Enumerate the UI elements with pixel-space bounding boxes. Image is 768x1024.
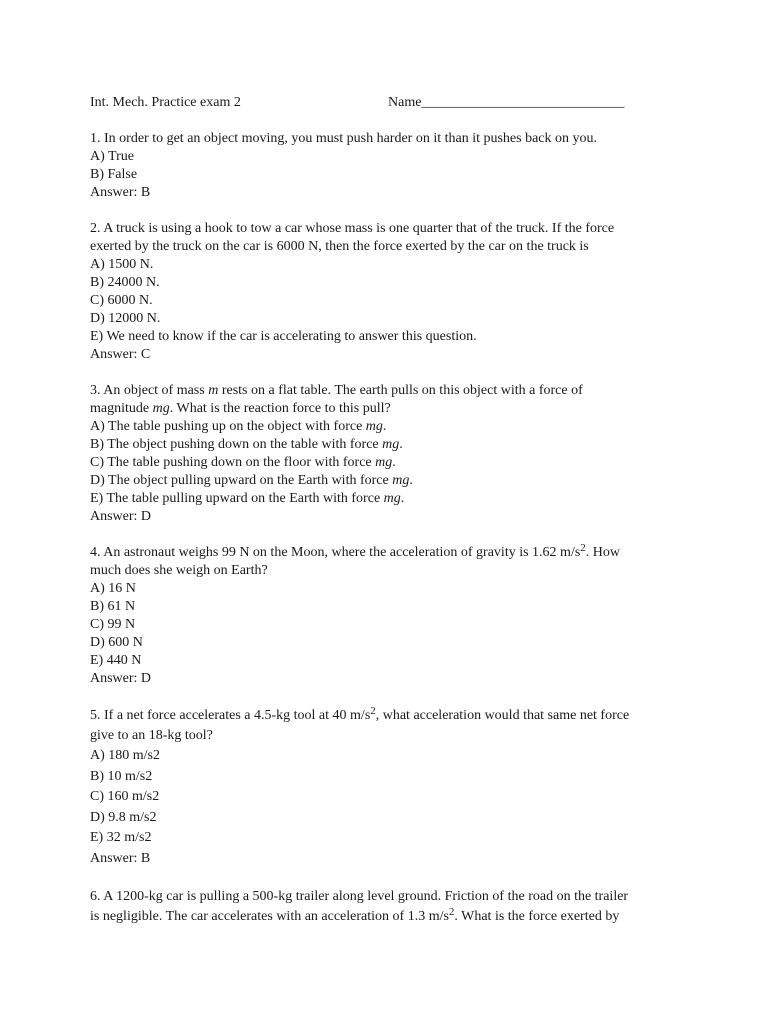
option-text: C) The table pushing down on the floor with force xyxy=(90,455,376,470)
period: . xyxy=(409,473,413,488)
exam-title: Int. Mech. Practice exam 2 xyxy=(90,95,241,110)
option-text: A) The table pushing up on the object with force xyxy=(90,419,366,434)
period: . xyxy=(399,437,403,452)
question-3 xyxy=(90,382,690,526)
question-1 xyxy=(90,130,690,202)
stem-text: 3. An object of mass xyxy=(90,383,209,398)
option-text: E) The table pulling upward on the Earth with force xyxy=(90,491,384,506)
option-e xyxy=(90,490,690,508)
question-stem xyxy=(90,400,690,418)
question-6 xyxy=(90,887,690,927)
option-a: A) True xyxy=(90,149,134,164)
question-stem xyxy=(90,544,690,562)
answer: Answer: D xyxy=(90,509,152,524)
mg-symbol: mg xyxy=(382,437,400,452)
question-stem: exerted by the truck on the car is 6000 N, then the force exerted by the car on the truck is xyxy=(90,239,589,254)
option-c: C) 6000 N. xyxy=(90,293,153,308)
exam-header xyxy=(90,94,690,112)
option-b: B) 61 N xyxy=(90,599,136,614)
option-b: B) 24000 N. xyxy=(90,275,160,290)
mass-symbol: m xyxy=(208,383,219,398)
name-field: Name_____________________________ xyxy=(388,95,625,110)
option-d: D) 12000 N. xyxy=(90,311,161,326)
question-stem: 1. In order to get an object moving, you must push harder on it than it pushes back on you. xyxy=(90,131,598,146)
mg-symbol: mg xyxy=(383,491,401,506)
question-stem: give to an 18-kg tool? xyxy=(90,728,213,743)
period: . xyxy=(382,419,387,434)
period: . xyxy=(392,455,396,470)
mg-symbol: mg xyxy=(392,473,410,488)
answer: Answer: B xyxy=(90,185,151,200)
option-c: C) 160 m/s2 xyxy=(90,789,160,804)
option-a: A) 180 m/s2 xyxy=(90,748,160,763)
question-stem: 6. A 1200-kg car is pulling a 500-kg trailer along level ground. Friction of the road on the trailer xyxy=(90,889,629,904)
stem-text: . What is the force exerted by xyxy=(454,909,620,924)
period: . xyxy=(400,491,405,506)
answer: Answer: C xyxy=(90,347,151,362)
stem-text: magnitude xyxy=(90,401,153,416)
stem-text: . What is the reaction force to this pull? xyxy=(169,401,391,416)
superscript: 2 xyxy=(448,906,455,919)
mg-symbol: mg xyxy=(365,419,383,434)
option-d: D) 600 N xyxy=(90,635,143,650)
exam-page xyxy=(90,94,690,945)
mg-symbol: mg xyxy=(152,401,170,416)
question-stem xyxy=(90,706,690,726)
stem-text: . How xyxy=(585,545,620,560)
option-e: E) 32 m/s2 xyxy=(90,830,152,845)
question-stem: much does she weigh on Earth? xyxy=(90,563,268,578)
option-text: B) The object pushing down on the table with force xyxy=(90,437,383,452)
option-d: D) 9.8 m/s2 xyxy=(90,809,157,825)
superscript: 2 xyxy=(370,705,376,718)
superscript: 2 xyxy=(580,542,586,555)
question-4 xyxy=(90,544,690,688)
question-2 xyxy=(90,220,690,364)
question-stem xyxy=(90,382,690,400)
question-stem xyxy=(90,907,690,927)
option-e: E) 440 N xyxy=(90,653,142,668)
option-a: A) 16 N xyxy=(90,581,136,596)
stem-text: , what acceleration would that same net force xyxy=(375,708,630,723)
option-b: B) 10 m/s2 xyxy=(90,768,153,784)
question-5 xyxy=(90,706,690,869)
question-stem: 2. A truck is using a hook to tow a car whose mass is one quarter that of the truck. If the force xyxy=(90,221,615,236)
option-a xyxy=(90,418,690,436)
option-b xyxy=(90,436,690,454)
option-c: C) 99 N xyxy=(90,617,136,632)
answer: Answer: D xyxy=(90,671,152,686)
mg-symbol: mg xyxy=(375,455,393,470)
stem-text: 5. If a net force accelerates a 4.5-kg tool at 40 m/s xyxy=(90,708,371,723)
option-e: E) We need to know if the car is accelerating to answer this question. xyxy=(90,329,477,344)
option-text: D) The object pulling upward on the Earth with force xyxy=(90,473,393,488)
answer: Answer: B xyxy=(90,850,151,866)
stem-text: 4. An astronaut weighs 99 N on the Moon, where the acceleration of gravity is 1.62 m/s xyxy=(90,545,581,560)
option-d xyxy=(90,472,690,490)
option-b: B) False xyxy=(90,167,138,182)
stem-text: is negligible. The car accelerates with an acceleration of 1.3 m/s xyxy=(90,909,449,924)
option-a: A) 1500 N. xyxy=(90,257,154,272)
option-c xyxy=(90,454,690,472)
stem-text: rests on a flat table. The earth pulls on this object with a force of xyxy=(218,383,583,398)
